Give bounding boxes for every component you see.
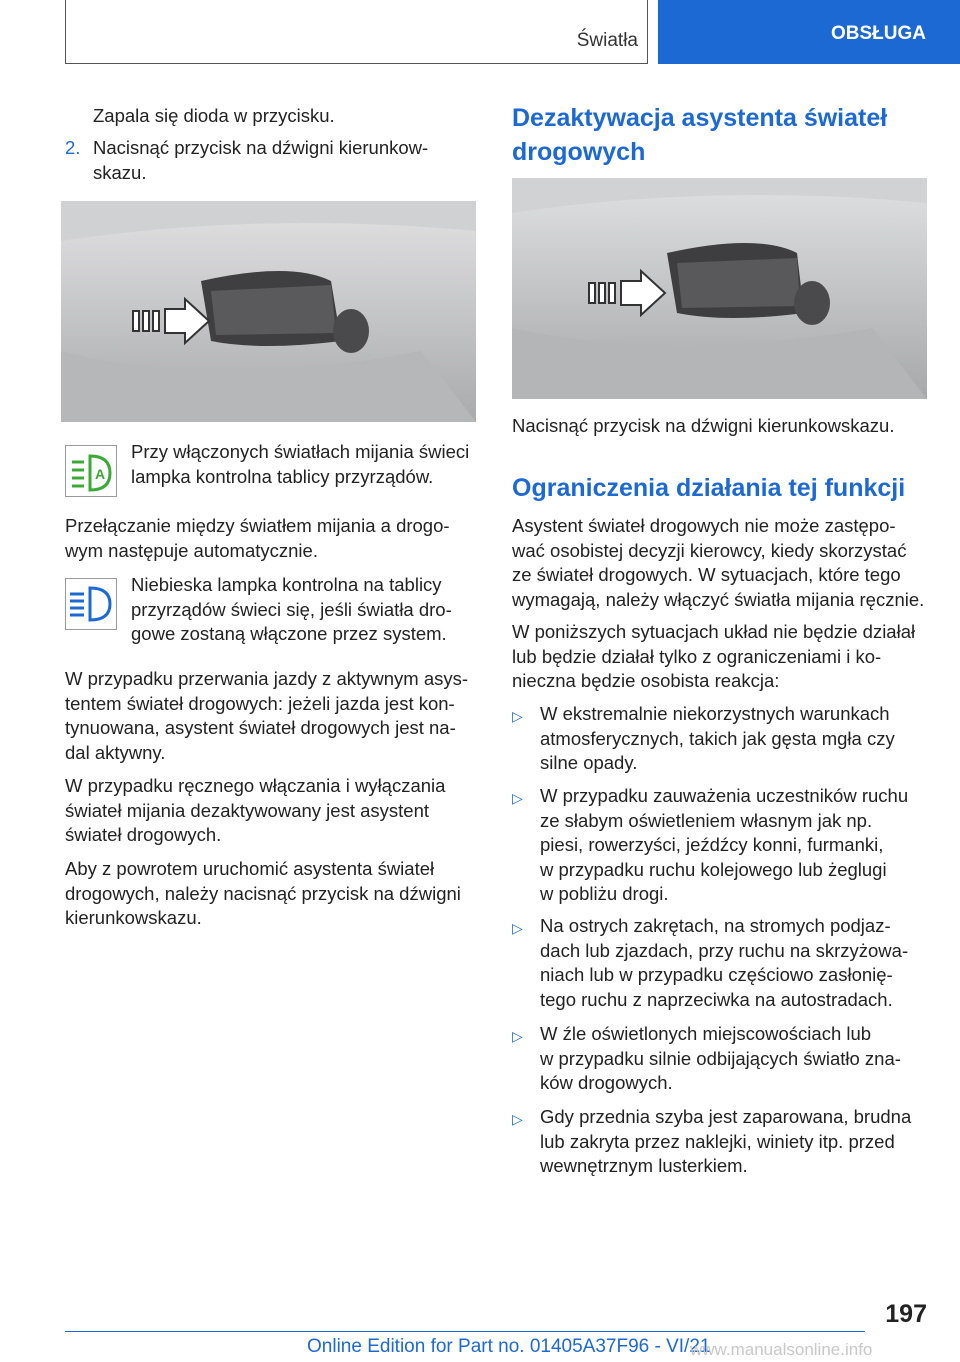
note-line: gowe zostaną włączone przez system.	[131, 623, 447, 644]
note-line: Przy włączonych światłach mijania świeci	[131, 441, 470, 462]
list-line: W źle oświetlonych miejscowościach lub	[540, 1023, 872, 1044]
list-line: ków drogowych.	[540, 1072, 673, 1093]
interrupt-paragraph	[65, 667, 468, 765]
footer-rule	[65, 1331, 865, 1332]
para-line: ze świateł drogowych. W sytuacjach, które tego	[512, 564, 901, 585]
para-line: W przypadku ręcznego włączania i wyłączania	[65, 775, 446, 796]
led-text: Zapala się dioda w przycisku.	[93, 105, 335, 126]
edition-text: Online Edition for Part no. 01405A37F96 - VI/21	[307, 1336, 711, 1357]
turn-signal-stalk-photo	[61, 201, 476, 422]
para-line: świateł mijania dezaktywowany jest asystent	[65, 799, 429, 821]
para-line: W poniższych sytuacjach układ nie będzie działał	[512, 621, 916, 642]
list-item	[540, 1105, 911, 1179]
high-beam-assistant-icon	[65, 445, 117, 497]
para-line: tentem świateł drogowych: jeżeli jazda jest kon-	[65, 692, 455, 714]
manual-paragraph	[65, 774, 445, 848]
list-line: silne opady.	[540, 752, 638, 773]
high-beam-icon	[65, 578, 117, 630]
step-text	[93, 136, 428, 185]
header-frame	[65, 0, 648, 64]
note-2	[131, 573, 452, 647]
para-line: W przypadku przerwania jazdy z aktywnym asys-	[65, 668, 469, 689]
list-line: atmosferycznych, takich jak gęsta mgła czy	[540, 727, 895, 749]
para-line: tynuowana, asystent świateł drogowych jest na-	[65, 717, 456, 738]
list-line: Gdy przednia szyba jest zaparowana, brudna	[540, 1106, 912, 1127]
step-line: Nacisnąć przycisk na dźwigni kierunkow-	[93, 137, 429, 158]
switch-paragraph	[65, 514, 450, 563]
list-line: wewnętrznym lusterkiem.	[540, 1155, 748, 1176]
list-line: niach lub w przypadku częściowo zasłonię-	[540, 964, 893, 985]
note-line: przyrządów świeci się, jeśli światła dro-	[131, 598, 452, 620]
press-text: Nacisnąć przycisk na dźwigni kierunkowskazu.	[512, 415, 895, 436]
note-line: lampka kontrolna tablicy przyrządów.	[131, 465, 434, 487]
para-line: dal aktywny.	[65, 741, 166, 763]
para-line: kierunkowskazu.	[65, 907, 202, 928]
note-1	[131, 440, 469, 489]
para-line: wać osobistej decyzji kierowcy, kiedy skorzystać	[512, 539, 907, 561]
list-line: piesi, rowerzyści, jeźdźcy konni, furmanki,	[540, 834, 884, 855]
para-line: wymagają, należy włączyć światła mijania ręcznie.	[512, 588, 925, 610]
list-item	[540, 1022, 901, 1096]
list-line: tego ruchu z naprzeciwka na autostradach.	[540, 988, 893, 1010]
list-item	[540, 914, 908, 1012]
limits-paragraph-1	[512, 514, 924, 612]
para-line: lub będzie działał tylko z ograniczeniami i ko-	[512, 645, 882, 667]
para-line: nieczna będzie osobista reakcja:	[512, 670, 780, 691]
heading-limits: Ograniczenia działania tej funkcji	[512, 474, 906, 502]
list-line: dach lub zjazdach, przy ruchu na skrzyżowa-	[540, 939, 909, 961]
note-line: Niebieska lampka kontrolna na tablicy	[131, 574, 442, 595]
svg-text:A: A	[95, 466, 106, 482]
page-number: 197	[885, 1300, 927, 1328]
list-line: W przypadku zauważenia uczestników ruchu	[540, 785, 909, 806]
step-line: skazu.	[93, 161, 147, 183]
para-line: świateł drogowych.	[65, 824, 222, 845]
list-line: ze słabym oświetleniem własnym jak np.	[540, 809, 873, 831]
list-line: Na ostrych zakrętach, na stromych podjaz-	[540, 915, 891, 936]
limits-paragraph-2	[512, 620, 915, 694]
watermark: www.manualsonline.info	[690, 1340, 873, 1359]
turn-signal-stalk-photo-2	[512, 178, 927, 399]
bullet-marker: ▷	[512, 920, 523, 936]
reactivate-paragraph	[65, 857, 461, 931]
para-line: wym następuje automatycznie.	[65, 539, 318, 561]
bullet-marker: ▷	[512, 790, 523, 806]
para-line: Przełączanie między światłem mijania a drogo-	[65, 515, 450, 536]
bullet-marker: ▷	[512, 1111, 523, 1127]
list-line: W ekstremalnie niekorzystnych warunkach	[540, 703, 890, 724]
bullet-marker: ▷	[512, 1028, 523, 1044]
step-number: 2.	[65, 137, 81, 158]
list-line: lub zakryta przez naklejki, winiety itp. przed	[540, 1130, 895, 1152]
para-line: Aby z powrotem uruchomić asystenta świateł	[65, 858, 435, 879]
list-line: w przypadku silnie odbijających światło zna-	[540, 1047, 901, 1069]
list-item	[540, 784, 908, 907]
bullet-marker: ▷	[512, 708, 523, 724]
section-title: Światła	[576, 30, 638, 51]
list-item	[540, 702, 895, 776]
heading-line: Dezaktywacja asystenta świateł	[512, 104, 888, 132]
para-line: drogowych, należy nacisnąć przycisk na dźwigni	[65, 882, 461, 904]
heading-deactivate	[512, 101, 887, 169]
heading-line: drogowych	[512, 138, 646, 166]
list-line: w przypadku ruchu kolejowego lub żeglugi	[540, 858, 887, 880]
para-line: Asystent świateł drogowych nie może zastępo-	[512, 515, 896, 536]
chapter-tab: OBSŁUGA	[658, 0, 960, 64]
list-line: w pobliżu drogi.	[540, 883, 669, 904]
